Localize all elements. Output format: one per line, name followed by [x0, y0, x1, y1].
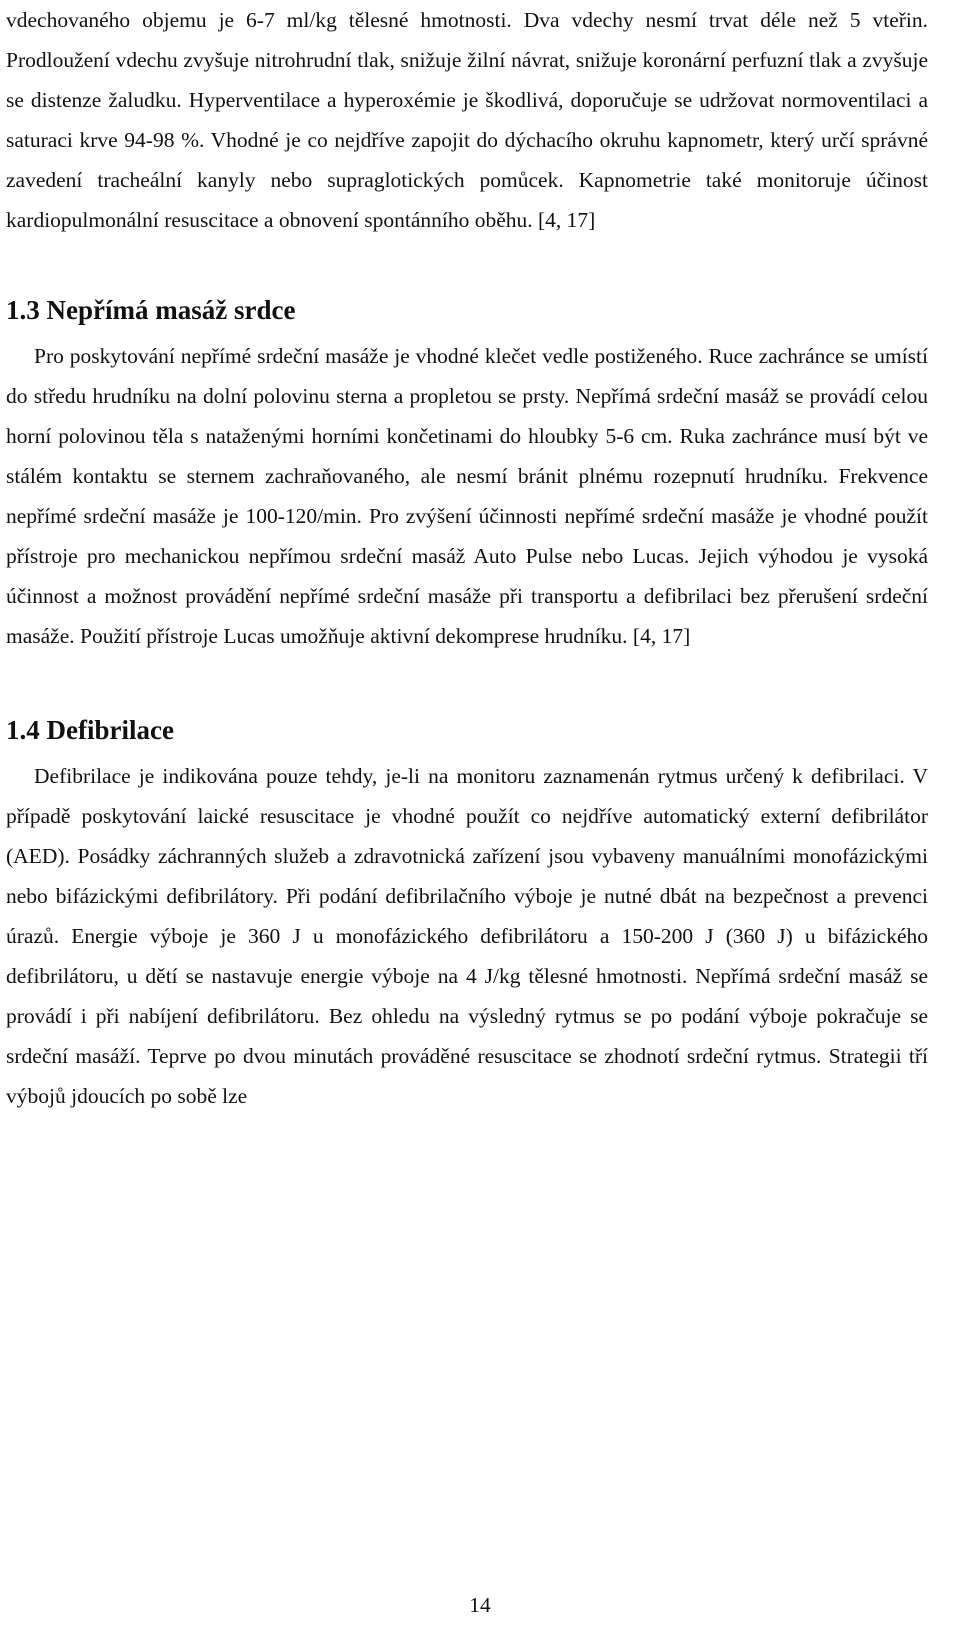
- section-heading-cardiac-massage: 1.3 Nepřímá masáž srdce: [6, 295, 296, 325]
- document-page: [6, 0, 928, 1116]
- body-paragraph-cardiac-massage: Pro poskytování nepřímé srdeční masáže je vhodné klečet vedle postiženého. Ruce zachránce se umístí do středu hrudníku na dolní polovinu sterna a propletou se prsty. Nepřímá srdeční masáž se provádí celou horní polovinou těla s nataženými horními končetinami do hloubky 5-6 cm. Ruka zachránce musí být ve stálém kontaktu se sternem zachraňovaného, ale nesmí bránit plnému rozepnutí hrudníku. Frekvence nepřímé srdeční masáže je 100-120/min. Pro zvýšení účinnosti nepřímé srdeční masáže je vhodné použít přístroje pro mechanickou nepřímou srdeční masáž Auto Pulse nebo Lucas. Jejich výhodou je vysoká účinnost a možnost provádění nepřímé srdeční masáže při transportu a defibrilaci bez přerušení srdeční masáže. Použití přístroje Lucas umožňuje aktivní dekomprese hrudníku. [4, 17]: [6, 344, 928, 648]
- body-paragraph-defibrillation: Defibrilace je indikována pouze tehdy, je-li na monitoru zaznamenán rytmus určený k defibrilaci. V případě poskytování laické resuscitace je vhodné použít co nejdříve automatický externí defibrilátor (AED). Posádky záchranných služeb a zdravotnická zařízení jsou vybaveny manuálními monofázickými nebo bifázickými defibrilátory. Při podání defibrilačního výboje je nutné dbát na bezpečnost a prevenci úrazů. Energie výboje je 360 J u monofázického defibrilátoru a 150-200 J (360 J) u bifázického defibrilátoru, u dětí se nastavuje energie výboje na 4 J/kg tělesné hmotnosti. Nepřímá srdeční masáž se provádí i při nabíjení defibrilátoru. Bez ohledu na výsledný rytmus se po podání výboje pokračuje se srdeční masáží. Teprve po dvou minutách prováděné resuscitace se zhodnotí srdeční rytmus. Strategii tří výbojů jdoucích po sobě lze: [6, 764, 928, 1108]
- page-number: 14: [469, 1593, 491, 1617]
- section-heading-defibrillation: 1.4 Defibrilace: [6, 715, 174, 745]
- body-paragraph-continued: vdechovaného objemu je 6-7 ml/kg tělesné hmotnosti. Dva vdechy nesmí trvat déle než 5 vteřin. Prodloužení vdechu zvyšuje nitrohrudní tlak, snižuje žilní návrat, snižuje koronární perfuzní tlak a zvyšuje se distenze žaludku. Hyperventilace a hyperoxémie je škodlivá, doporučuje se udržovat normoventilaci a saturaci krve 94-98 %. Vhodné je co nejdříve zapojit do dýchacího okruhu kapnometr, který určí správné zavedení tracheální kanyly nebo supraglotických pomůcek. Kapnometrie také monitoruje účinost kardiopulmonální resuscitace a obnovení spontánního oběhu. [4, 17]: [6, 8, 928, 232]
